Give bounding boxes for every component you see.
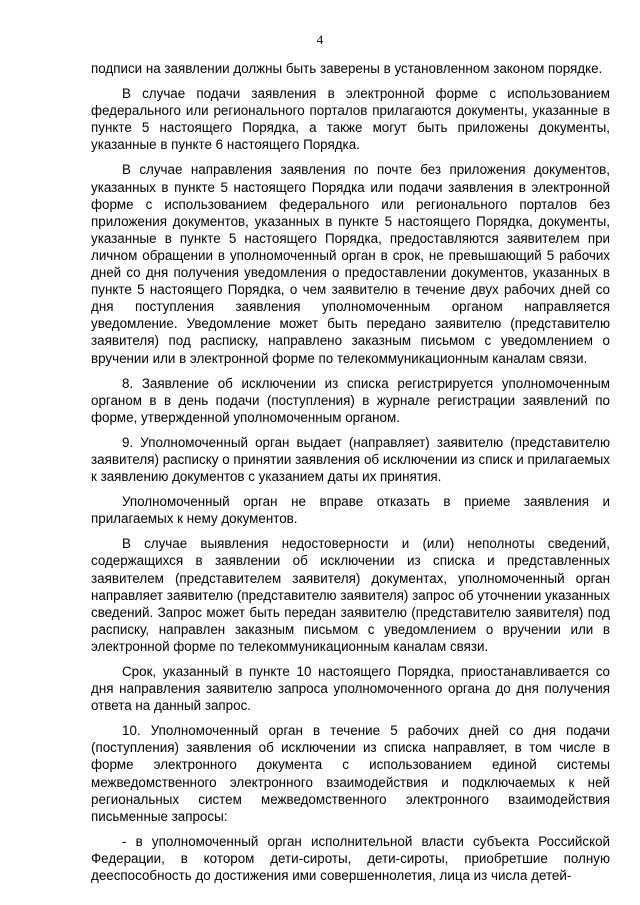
document-body [91,60,610,892]
paragraph-10: - в уполномоченный орган исполнительной власти субъекта Российской Федерации, в котором дети-сироты, дети-сироты, приобретшие полную дееспособность до достижения ими совершеннолетия, лица из числа детей- [91,833,610,884]
paragraph-5: 9. Уполномоченный орган выдает (направляет) заявителю (представителю заявителя) расписку о принятии заявления об исключении из списк и прилагаемых к заявлению документов с указанием даты их принятия. [91,434,610,485]
paragraph-8: Срок, указанный в пункте 10 настоящего Порядка, приостанавливается со дня направления заявителю запроса уполномоченного органа до дня получения ответа на данный запрос. [91,664,610,714]
paragraph-6: Уполномоченный орган не вправе отказать в приеме заявления и прилагаемых к нему документов. [91,494,610,527]
paragraph-4: 8. Заявление об исключении из списка регистрируется уполномоченным органом в в день подачи (поступления) в журнале регистрации заявлений по форме, утвержденной уполномоченным органом. [91,375,610,425]
paragraph-9: 10. Уполномоченный орган в течение 5 рабочих дней со дня подачи (поступления) заявления об исключении из списка направляет, в том числе в форме электронного документа с использованием единой системы межведомственного электронного взаимодействия и подключаемых к ней региональных систем межведомственного электронного взаимодействия письменные запросы: [91,723,610,824]
page-number: 4 [316,32,324,47]
paragraph-3: В случае направления заявления по почте без приложения документов, указанных в пункте 5 настоящего Порядка или подачи заявления в электронной форме с использованием федерального или регионального порталов без приложения документов, указанных в пункте 5 настоящего Порядка, документы, указанные в пункте 5 настоящего Порядка, предоставляются заявителем при личном обращении в уполномоченный орган в срок, не превышающий 5 рабочих дней со дня получения уведомления о предоставлении документов, указанных в пункте 5 настоящего Порядка, о чем заявителю в течение двух рабочих дней со дня поступления заявления уполномоченным органом направляется уведомление. Уведомление может быть передано заявителю (представителю заявителя) под расписку, направлено заказным письмом с уведомлением о вручении или в электронной форме по телекоммуникационным каналам связи. [91,162,610,366]
paragraph-7: В случае выявления недостоверности и (или) неполноты сведений, содержащихся в заявлении об исключении из списка и представленных заявителем (представителем заявителя) документах, уполномоченный орган направляет заявителю (представителю заявителя) запрос об уточнении указанных сведений. Запрос может быть передан заявителю (представителю заявителя) под расписку, направлен заказным письмом с уведомлением о вручении или в электронной форме по телекоммуникационным каналам связи. [91,536,610,654]
paragraph-1: подписи на заявлении должны быть заверены в установленном законом порядке. [91,61,603,76]
paragraph-2: В случае подачи заявления в электронной форме с использованием федерального или регионального порталов прилагаются документы, указанные в пункте 5 настоящего Порядка, а также могут быть приложены документы, указанные в пункте 6 настоящего Порядка. [91,86,610,153]
